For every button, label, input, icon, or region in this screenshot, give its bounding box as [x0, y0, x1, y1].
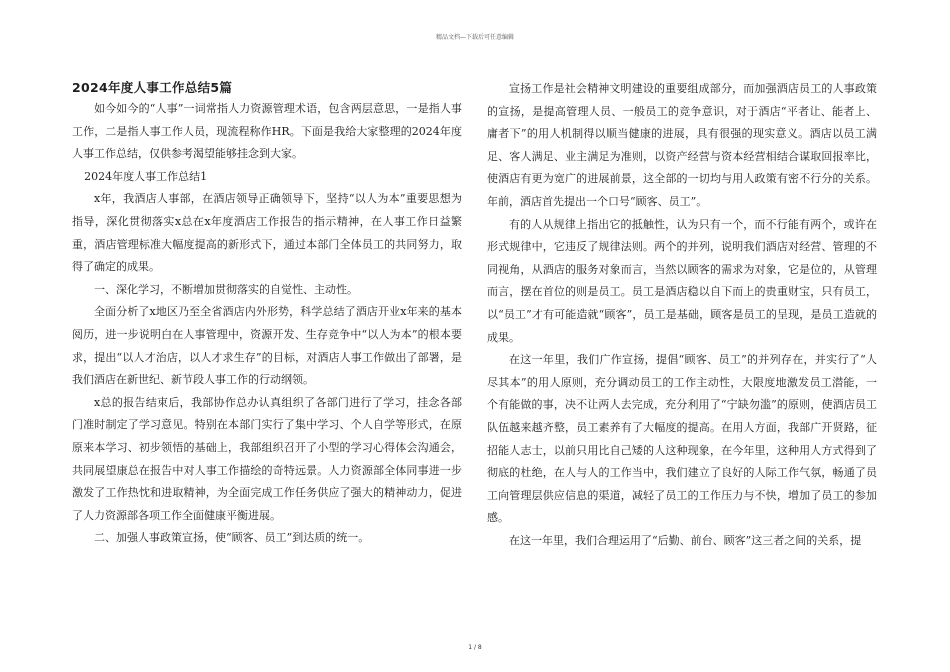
paragraph: 在这一年里，我们合理运用了“后勤、前台、顾客”这三者之间的关系，提 [509, 533, 862, 547]
paragraph: 在这一年里，我们广作宣扬，提倡“顾客、员工”的并列存在，并实行了“人尽其本”的用人原则，充分调动员工的工作主动性，大限度地激发员工潜能，一个有能做的事，决不让两人去完成，充分利用了“宁缺勿滥”的原则，使酒店员工队伍越来越齐整，员工素养有了大幅度的提高。在用人方面，我部广开贤路，征招能人志士，以前只用比自己矮的人这种现象，在今年里，这种用人方式得到了彻底的杜绝，在人与人的工作当中，我们建立了良好的人际工作气氛，畅通了员工向管理层供应信息的渠道，减轻了员工的工作压力与不快，增加了员工的参加感。 [487, 353, 877, 525]
right-column [487, 78, 877, 552]
section-heading: 2024年度人事工作总结1 [84, 169, 208, 183]
paragraph: x总的报告结束后，我部协作总办认真组织了各部门进行了学习，挂念各部门准时制定了学习意见。特别在本部门实行了集中学习、个人自学等形式，在原原来本学习、初步领悟的基础上，我部组织召开了小型的学习心得体会沟通会，共同展望康总在报告中对人事工作描绘的奇特远景。人力资源部全体同事进一步激发了工作热忱和进取精神，为全面完成工作任务供应了强大的精神动力，促进了人力资源部各项工作全面健康平衡进展。 [72, 395, 462, 522]
left-column [72, 78, 462, 550]
paragraph: 宣扬工作是社会精神文明建设的重要组成部分，而加强酒店员工的人事政策的宣扬，是提高管理人员、一般员工的竞争意识，对于酒店“平者让、能者上、庸者下”的用人机制得以顺当健康的进展，具有很强的现实意义。酒店以员工满足、客人满足、业主满足为准则，以资产经营与资本经营相结合谋取回报率比，使酒店有更为宽广的进展前景，这全部的一切均与用人政策有密不行分的关系。年前，酒店首先提出一个口号“顾客、员工”。 [487, 82, 877, 208]
paragraph: 全面分析了x地区乃至全省酒店内外形势，科学总结了酒店开业x年来的基本阅历，进一步说明白在人事管理中，资源开发、生存竞争中“以人为本”的根本要求，提出“以人才治店，以人才求生存”的目标，对酒店人事工作做出了部署，是我们酒店在新世纪、新节段人事工作的行动纲领。 [72, 305, 462, 387]
document-title: 2024年度人事工作总结5篇 [72, 80, 233, 95]
paragraph: 有的人从规律上指出它的抵触性，认为只有一个，而不行能有两个，或许在形式规律中，它违反了规律法则。两个的并列，说明我们酒店对经营、管理的不同视角，从酒店的服务对象而言，当然以顾客的需求为对象，它是位的，从管理而言，摆在首位的则是员工。员工是酒店稳以自下而上的贵重财宝，只有员工，以“员工”才有可能造就“顾客”，员工是基础，顾客是员工的呈现，是员工造就的成果。 [487, 217, 877, 344]
paragraph: x年，我酒店人事部，在酒店领导正确领导下，坚持“以人为本”重要思想为指导，深化贯彻落实x总在x年度酒店工作报告的指示精神，在人事工作日益繁重，酒店管理标准大幅度提高的新形式下，通过本部门全体员工的共同努力，取得了确定的成果。 [72, 192, 462, 274]
section-heading: 一、深化学习，不断增加贯彻落实的自觉性、主动性。 [94, 282, 358, 296]
section-heading: 二、加强人事政策宣扬，使“顾客、员工”到达质的统一。 [94, 531, 370, 545]
paragraph: 如今如今的“人事”一词常指人力资源管理术语，包含两层意思，一是指人事工作，二是指人事工作人员，现流程称作HR。下面是我给大家整理的2024年度人事工作总结，仅供参考渴望能够挂念到大家。 [72, 102, 462, 161]
page-header-note: 精品文档—下载后可任意编辑 [435, 34, 514, 41]
page-number: 1 / 8 [468, 644, 482, 651]
